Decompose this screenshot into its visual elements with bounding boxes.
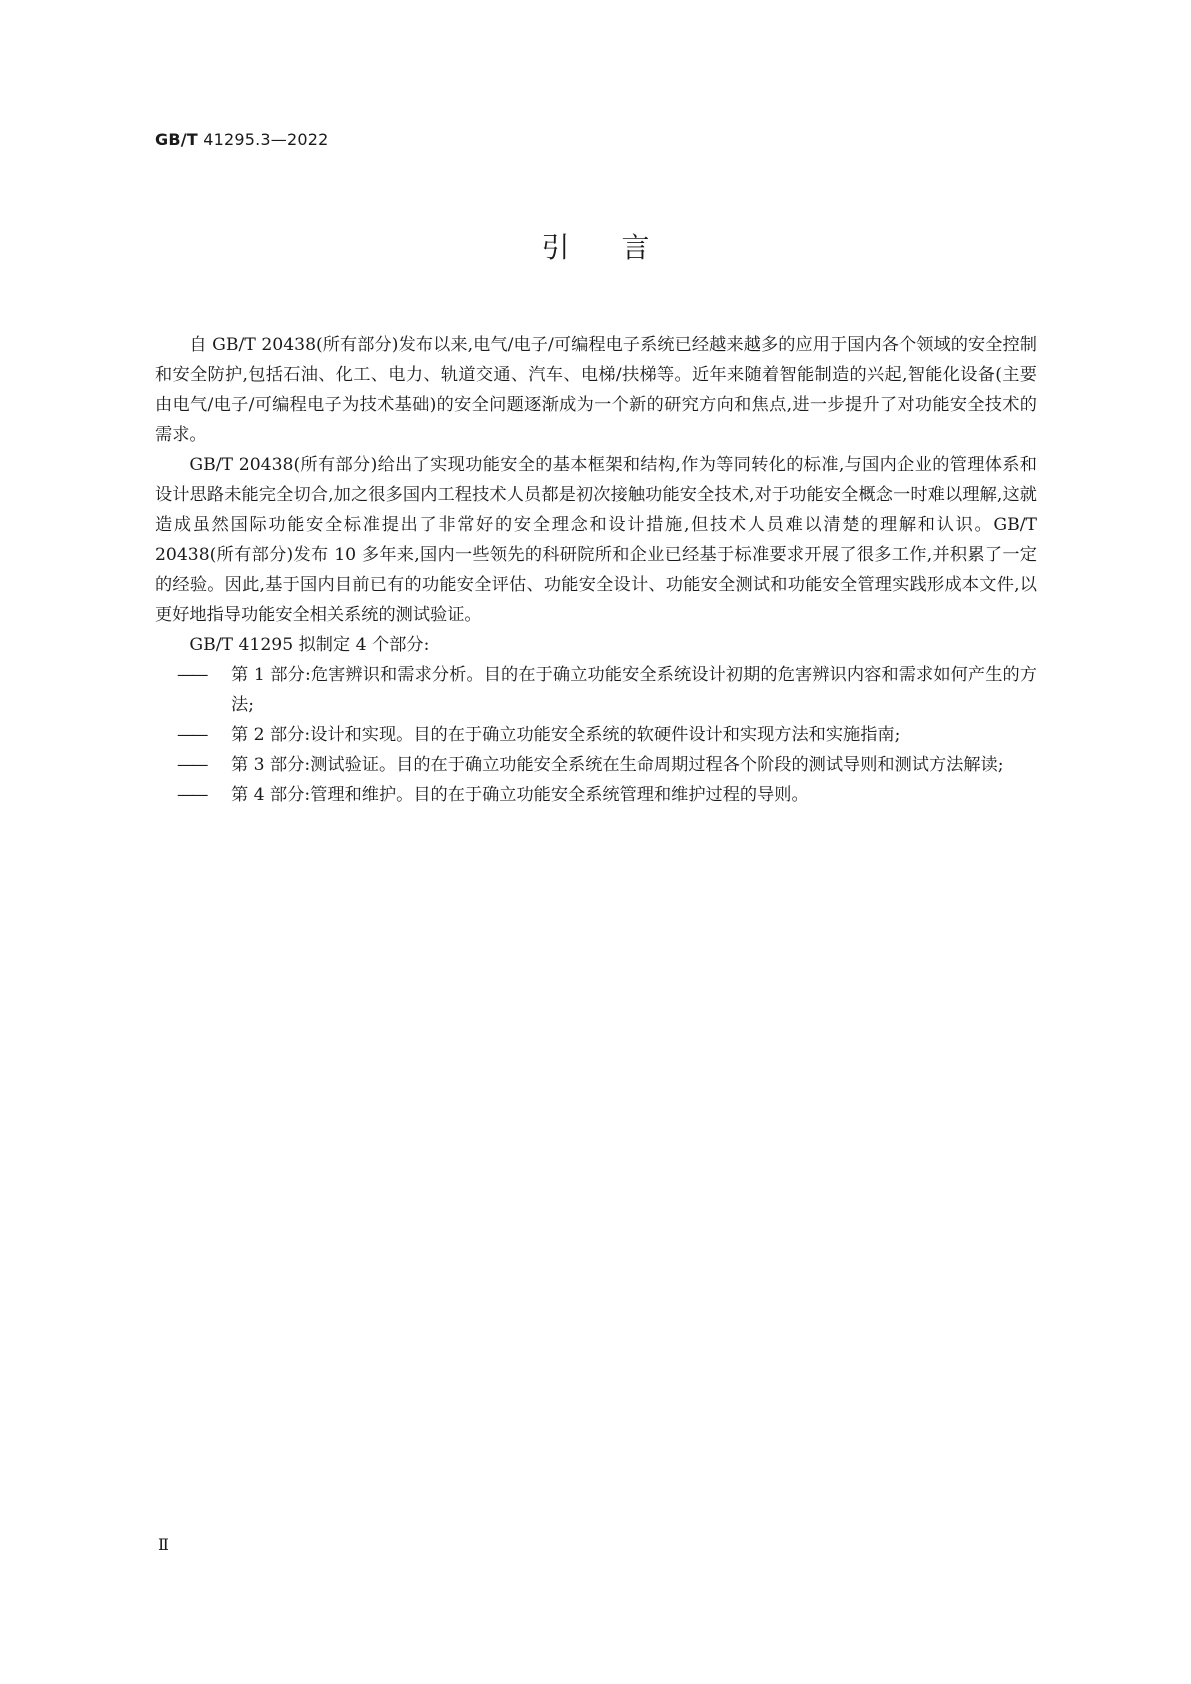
document-body — [155, 330, 1037, 810]
list-dash: —— — [177, 755, 206, 775]
list-item-text: 第 4 部分:管理和维护。目的在于确立功能安全系统管理和维护过程的导则。 — [231, 785, 809, 805]
list-item — [155, 780, 1037, 810]
paragraph-2: GB/T 20438(所有部分)给出了实现功能安全的基本框架和结构,作为等同转化的标准,与国内企业的管理体系和设计思路未能完全切合,加之很多国内工程技术人员都是初次接触功能安全技术,对于功能安全概念一时难以理解,这就造成虽然国际功能安全标准提出了非常好的安全理念和设计措施,但技术人员难以清楚的理解和认识。GB/T 20438(所有部分)发布 10 多年来,国内一些领先的科研院所和企业已经基于标准要求开展了很多工作,并积累了一定的经验。因此,基于国内目前已有的功能安全评估、功能安全设计、功能安全测试和功能安全管理实践形成本文件,以更好地指导功能安全相关系统的测试验证。 — [155, 455, 1037, 625]
page-title: 引言 — [541, 231, 702, 264]
list-item-text: 第 1 部分:危害辨识和需求分析。目的在于确立功能安全系统设计初期的危害辨识内容和需求如何产生的方法; — [231, 665, 1037, 715]
list-dash: —— — [177, 785, 206, 805]
list-item — [155, 660, 1037, 720]
list-item-text: 第 3 部分:测试验证。目的在于确立功能安全系统在生命周期过程各个阶段的测试导则和测试方法解读; — [231, 755, 1004, 775]
standard-code — [155, 130, 328, 149]
page-number: Ⅱ — [158, 1535, 169, 1554]
list-dash: —— — [177, 725, 206, 745]
list-item — [155, 720, 1037, 750]
standard-number: 41295.3—2022 — [203, 130, 329, 149]
list-item-text: 第 2 部分:设计和实现。目的在于确立功能安全系统的软硬件设计和实现方法和实施指南; — [231, 725, 901, 745]
paragraph-1: 自 GB/T 20438(所有部分)发布以来,电气/电子/可编程电子系统已经越来越多的应用于国内各个领域的安全控制和安全防护,包括石油、化工、电力、轨道交通、汽车、电梯/扶梯等。近年来随着智能制造的兴起,智能化设备(主要由电气/电子/可编程电子为技术基础)的安全问题逐渐成为一个新的研究方向和焦点,进一步提升了对功能安全技术的需求。 — [155, 335, 1037, 445]
list-item — [155, 750, 1037, 780]
standard-prefix: GB/T — [155, 130, 198, 149]
list-dash: —— — [177, 665, 206, 685]
parts-intro: GB/T 41295 拟制定 4 个部分: — [189, 635, 430, 655]
